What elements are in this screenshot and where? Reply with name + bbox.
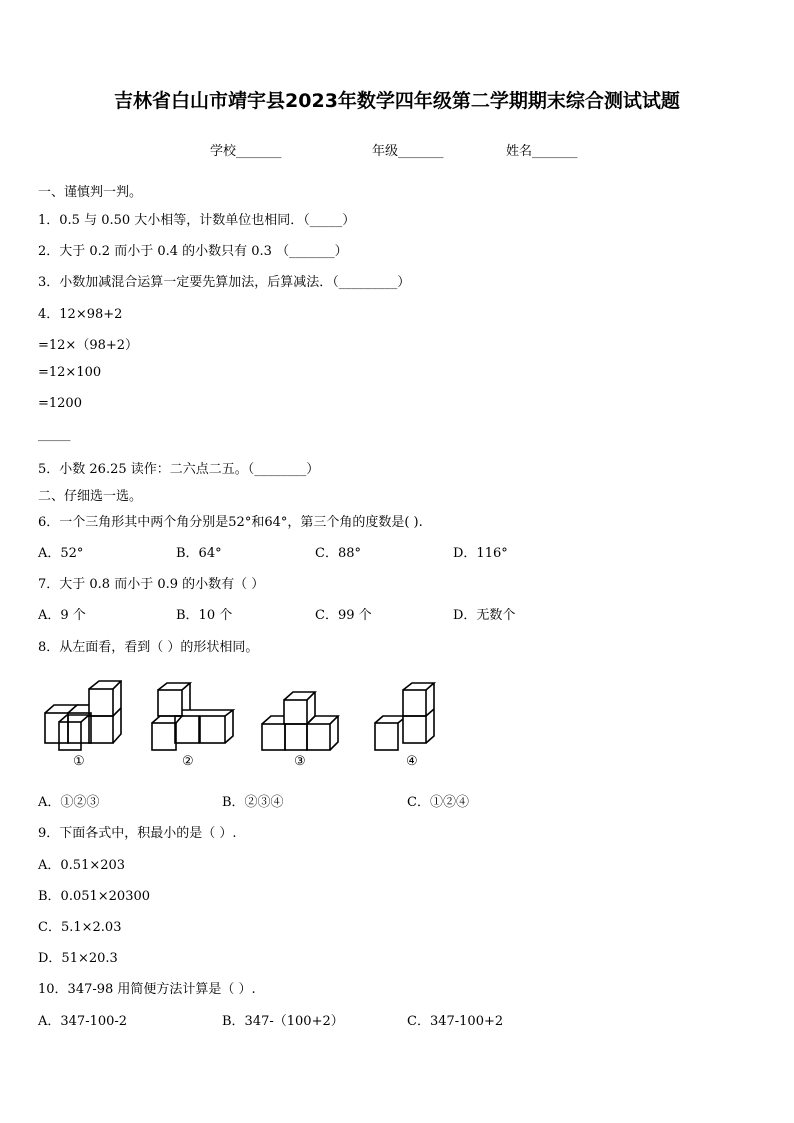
question-4-line-1: 4．12×98+2 — [38, 307, 123, 322]
question-2: 2．大于 0.2 而小于 0.4 的小数只有 0.3 （_______） — [38, 244, 348, 259]
school-field: 学校_______ — [210, 144, 282, 159]
question-10-stem: 10．347-98 用简便方法计算是（ ）. — [38, 982, 256, 997]
cube-figure-1 — [42, 680, 122, 755]
section-2-heading: 二、仔细选一选。 — [38, 489, 143, 504]
question-8-stem: 8．从左面看，看到（ ）的形状相同。 — [38, 640, 259, 655]
question-4-answer-blank: _____ — [38, 427, 71, 442]
section-1-heading: 一、谨慎判一判。 — [38, 185, 143, 200]
question-9-option-a: A．0.51×203 — [38, 858, 126, 873]
question-3: 3．小数加减混合运算一定要先算加法，后算减法．（_________） — [38, 275, 411, 290]
cube-figure-4 — [372, 680, 438, 755]
question-1: 1．0.5 与 0.50 大小相等，计数单位也相同．（_____） — [38, 213, 356, 228]
question-4-line-3: =12×100 — [38, 365, 102, 380]
question-6-option-c: C．88° — [315, 546, 361, 561]
question-6-option-d: D．116° — [453, 546, 508, 561]
question-6-option-b: B．64° — [176, 546, 222, 561]
figure-label-2: ② — [182, 754, 194, 769]
cube-figure-3 — [260, 680, 346, 755]
question-7-option-a: A．9 个 — [38, 608, 86, 623]
question-9-stem: 9．下面各式中，积最小的是（ ）. — [38, 826, 237, 841]
question-4-line-2: =12×（98+2） — [38, 338, 139, 353]
question-8-option-b: B．②③④ — [222, 795, 284, 810]
question-8-option-c: C．①②④ — [407, 795, 469, 810]
question-5: 5．小数 26.25 读作：二六点二五。（________） — [38, 462, 320, 477]
question-4-line-4: =1200 — [38, 396, 82, 411]
question-6-stem: 6．一个三角形其中两个角分别是52°和64°，第三个角的度数是( ). — [38, 515, 423, 530]
question-7-option-b: B．10 个 — [176, 608, 233, 623]
question-9-option-d: D．51×20.3 — [38, 951, 118, 966]
question-7-option-d: D．无数个 — [453, 608, 516, 623]
grade-field: 年级_______ — [372, 144, 444, 159]
question-7-option-c: C．99 个 — [315, 608, 372, 623]
question-6-option-a: A．52° — [38, 546, 84, 561]
question-8-option-a: A．①②③ — [38, 795, 100, 810]
cube-figure-2 — [150, 680, 236, 755]
figure-label-1: ① — [73, 754, 85, 769]
question-10-option-b: B．347-（100+2） — [222, 1014, 344, 1029]
name-field: 姓名_______ — [506, 144, 578, 159]
question-9-option-b: B．0.051×20300 — [38, 889, 151, 904]
page-title: 吉林省白山市靖宇县2023年数学四年级第二学期期末综合测试试题 — [114, 90, 680, 112]
question-9-option-c: C．5.1×2.03 — [38, 920, 122, 935]
figure-label-4: ④ — [406, 754, 418, 769]
question-10-option-a: A．347-100-2 — [38, 1014, 128, 1029]
figure-label-3: ③ — [294, 754, 306, 769]
question-7-stem: 7．大于 0.8 而小于 0.9 的小数有（ ） — [38, 577, 265, 592]
question-10-option-c: C．347-100+2 — [407, 1014, 504, 1029]
